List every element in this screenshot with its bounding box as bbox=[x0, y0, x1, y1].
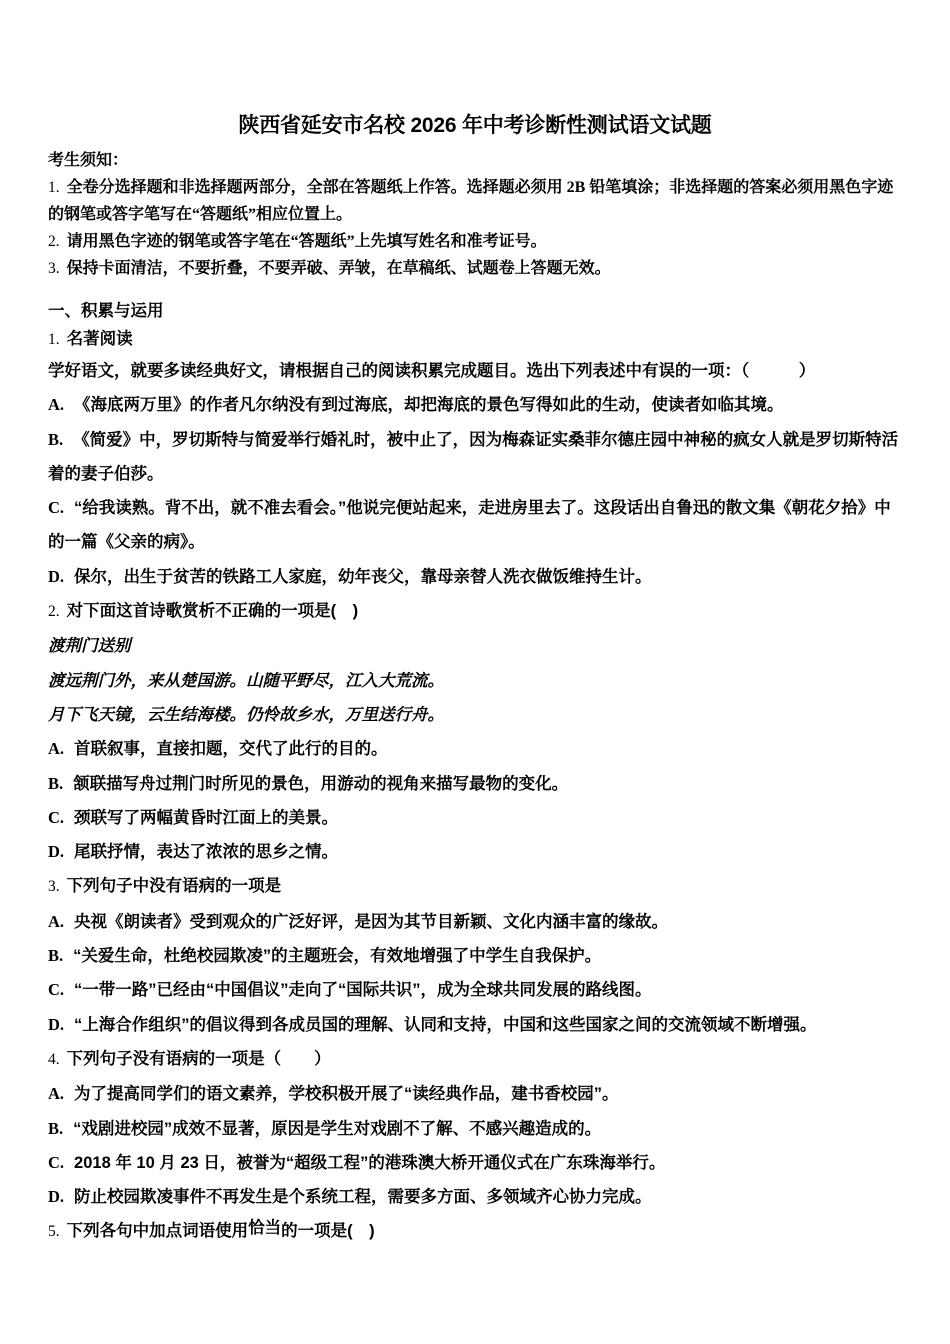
page-title: 陕西省延安市名校 2026 年中考诊断性测试语文试题 bbox=[238, 114, 712, 137]
option-label: D. bbox=[48, 842, 65, 862]
question-1-option-c bbox=[48, 491, 902, 560]
option-text: 《简爱》中，罗切斯特与简爱举行婚礼时，被中止了，因为梅森证实桑菲尔德庄园中神秘的疯女人就是罗切斯特活着的妻子伯莎。 bbox=[48, 430, 899, 483]
option-label: B. bbox=[48, 1118, 64, 1138]
option-text: 首联叙事，直接扣题，交代了此行的目的。 bbox=[74, 740, 388, 759]
option-label: D. bbox=[48, 566, 65, 586]
question-1-option-b bbox=[48, 423, 902, 492]
option-label: B. bbox=[48, 773, 64, 793]
question-1-intro: 学好语文，就要多读经典好文，请根据自己的阅读积累完成题目。选出下列表述中有误的一项：（ ） bbox=[48, 362, 816, 380]
option-text: 颔联描写舟过荆门时所见的景色，用游动的视角来描写最物的变化。 bbox=[73, 774, 569, 793]
question-stem-prefix: 下列各句中加点词语使用 bbox=[66, 1222, 249, 1241]
question-4-option-c bbox=[48, 1146, 902, 1180]
question-4-option-d bbox=[48, 1180, 902, 1214]
question-3-option-c bbox=[48, 973, 902, 1007]
emphasized-word: 恰当 bbox=[248, 1219, 282, 1238]
option-label: C. bbox=[48, 1152, 65, 1172]
option-label: B. bbox=[48, 429, 64, 449]
option-text: 央视《朗读者》受到观众的广泛好评，是因为其节目新颖、文化内涵丰富的缘故。 bbox=[74, 912, 669, 931]
question-3 bbox=[48, 869, 902, 1041]
option-label: C. bbox=[48, 498, 65, 518]
option-text: 2018 年 10 月 23 日，被誉为“超级工程”的港珠澳大桥开通仪式在广东珠海举行。 bbox=[74, 1153, 666, 1172]
question-5 bbox=[48, 1214, 902, 1249]
option-label: C. bbox=[48, 807, 65, 827]
notice-item-number: 1. bbox=[48, 179, 60, 196]
question-4-stem bbox=[48, 1042, 902, 1077]
question-1 bbox=[48, 325, 902, 594]
notice-item-text: 请用黑色字迹的钢笔或答字笔在“答题纸”上先填写姓名和准考证号。 bbox=[66, 233, 547, 250]
question-number: 1. bbox=[48, 331, 60, 348]
question-1-option-d bbox=[48, 560, 902, 594]
question-stem-suffix: 的一项是( ) bbox=[281, 1222, 375, 1241]
option-label: B. bbox=[48, 946, 64, 966]
question-4 bbox=[48, 1042, 902, 1214]
option-text: “给我读熟。背不出，就不准去看会。”他说完便站起来，走进房里去了。这段话出自鲁迅的散文集《朝花夕拾》中的一篇《父亲的病》。 bbox=[48, 499, 891, 552]
option-label: A. bbox=[48, 911, 65, 931]
notice-item bbox=[48, 255, 902, 282]
question-number: 2. bbox=[48, 603, 60, 621]
notice-item-number: 3. bbox=[48, 260, 60, 277]
question-number: 5. bbox=[48, 1223, 60, 1241]
notice-item bbox=[48, 174, 902, 228]
question-2 bbox=[48, 594, 902, 869]
question-3-option-a bbox=[48, 905, 902, 939]
question-stem-text: 下列句子没有语病的一项是（ ） bbox=[66, 1049, 331, 1068]
section-heading: 一、积累与运用 bbox=[48, 302, 164, 320]
option-text: 为了提高同学们的语文素养，学校积极开展了“读经典作品，建书香校园”。 bbox=[74, 1085, 619, 1104]
option-label: A. bbox=[48, 739, 65, 759]
option-label: D. bbox=[48, 1014, 65, 1034]
question-1-stem bbox=[48, 325, 902, 354]
question-2-option-b bbox=[48, 767, 902, 801]
question-4-option-b bbox=[48, 1112, 902, 1146]
question-stem-text: 名著阅读 bbox=[66, 330, 133, 348]
option-text: 尾联抒情，表达了浓浓的思乡之情。 bbox=[74, 843, 339, 862]
question-1-option-a bbox=[48, 388, 902, 422]
option-text: 保尔，出生于贫苦的铁路工人家庭，幼年丧父，靠母亲替人洗衣做饭维持生计。 bbox=[74, 567, 652, 586]
question-3-option-b bbox=[48, 939, 902, 973]
option-text: 颈联写了两幅黄昏时江面上的美景。 bbox=[74, 808, 339, 827]
question-3-option-d bbox=[48, 1008, 902, 1042]
question-stem-text: 下列句子中没有语病的一项是 bbox=[66, 877, 282, 896]
option-text: “上海合作组织”的倡议得到各成员国的理解、认同和支持，中国和这些国家之间的交流领域不断增强。 bbox=[74, 1015, 817, 1034]
poem-line: 月下飞天镜，云生结海楼。仍怜故乡水，万里送行舟。 bbox=[48, 704, 444, 724]
questions-area bbox=[48, 325, 902, 1250]
question-2-stem bbox=[48, 594, 902, 629]
question-5-stem bbox=[48, 1214, 902, 1249]
option-text: “戏剧进校园”成效不显著，原因是学生对戏剧不了解、不感兴趣造成的。 bbox=[73, 1119, 602, 1138]
question-2-option-c bbox=[48, 801, 902, 835]
option-text: 防止校园欺凌事件不再发生是个系统工程，需要多方面、多领域齐心协力完成。 bbox=[74, 1188, 652, 1207]
option-label: C. bbox=[48, 980, 65, 1000]
question-2-option-d bbox=[48, 835, 902, 869]
question-number: 4. bbox=[48, 1050, 60, 1068]
question-2-option-a bbox=[48, 732, 902, 766]
option-text: “关爱生命，杜绝校园欺凌”的主题班会，有效地增强了中学生自我保护。 bbox=[73, 947, 602, 966]
question-3-stem bbox=[48, 869, 902, 904]
question-number: 3. bbox=[48, 878, 60, 896]
notice-item bbox=[48, 228, 902, 255]
notice-item-text: 全卷分选择题和非选择题两部分，全部在答题纸上作答。选择题必须用 2B 铅笔填涂；非选择题的答案必须用黑色字迹的钢笔或答字笔写在“答题纸”相应位置上。 bbox=[48, 179, 894, 223]
question-stem-text: 对下面这首诗歌赏析不正确的一项是( ) bbox=[66, 602, 359, 621]
option-label: A. bbox=[48, 395, 65, 415]
notice-item-number: 2. bbox=[48, 233, 60, 250]
notice-item-text: 保持卡面清洁，不要折叠，不要弄破、弄皱，在草稿纸、试题卷上答题无效。 bbox=[66, 260, 611, 277]
option-label: D. bbox=[48, 1187, 65, 1207]
question-4-option-a bbox=[48, 1077, 902, 1111]
poem-title: 渡荆门送别 bbox=[48, 636, 131, 656]
notice-heading: 考生须知： bbox=[48, 152, 129, 169]
option-label: A. bbox=[48, 1084, 65, 1104]
option-text: “一带一路”已经由“中国倡议”走向了“国际共识”，成为全球共同发展的路线图。 bbox=[74, 981, 652, 1000]
candidate-notice bbox=[48, 147, 902, 282]
option-text: 《海底两万里》的作者凡尔纳没有到过海底，却把海底的景色写得如此的生动，使读者如临其境。 bbox=[74, 396, 784, 415]
poem-line: 渡远荆门外，来从楚国游。山随平野尽，江入大荒流。 bbox=[48, 670, 444, 690]
